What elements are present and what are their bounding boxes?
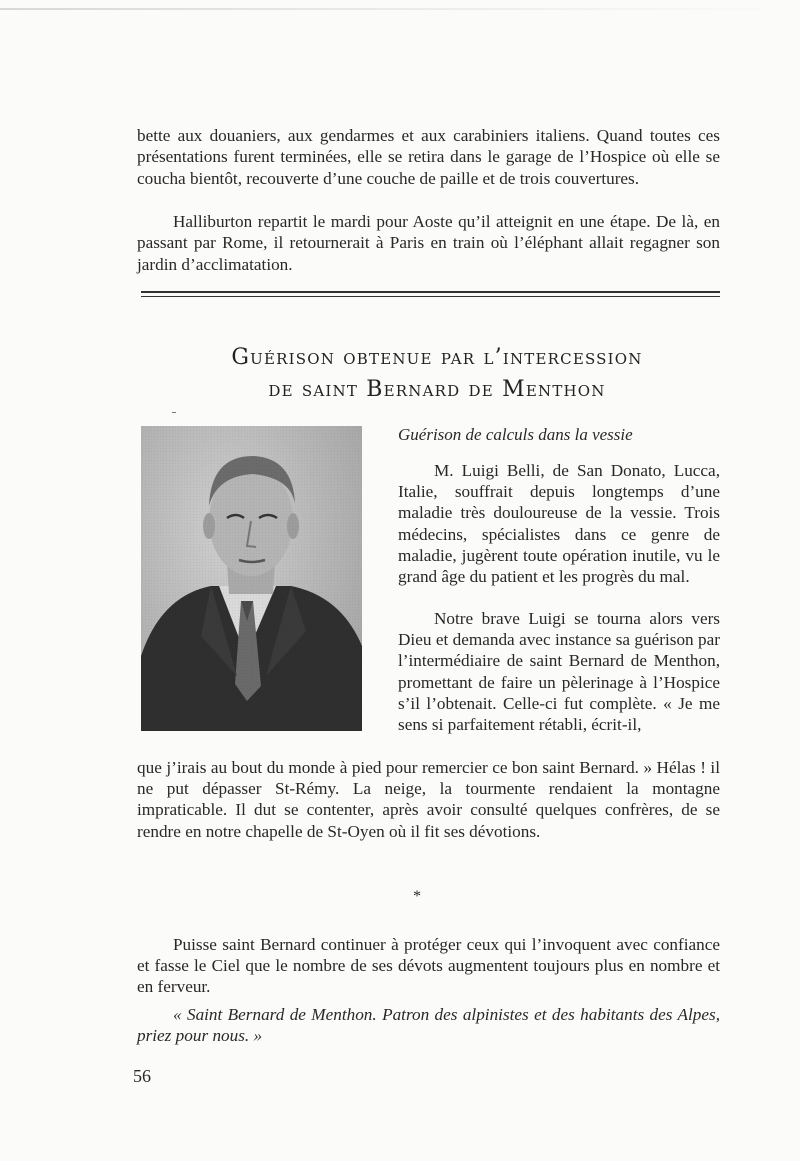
article-paragraph-2-continued: que j’irais au bout du monde à pied pour remercier ce bon saint Bernard. » Hélas ! il ne put dépasser St-Rémy. La neige, la tourmente rendaient la montagne impraticable. Il dut se contenter, après avoir consulté quelques confrères, de se rendre en notre chapelle de St-Oyen où il fit ses dévotions. — [137, 758, 720, 841]
print-mark — [172, 412, 176, 413]
closing-prayer-quote: « Saint Bernard de Menthon. Patron des alpinistes et des habitants des Alpes, priez pour nous. » — [137, 1005, 720, 1046]
article-paragraph-1: M. Luigi Belli, de San Donato, Lucca, Italie, souffrait depuis longtemps d’une maladie très douloureuse de la vessie. Trois médecins, spécialistes dans ce genre de maladie, jugèrent toute opération inutile, vu le grand âge du patient et les progrès du mal. — [398, 461, 720, 587]
article-paragraph-2-wrap: Notre brave Luigi se tourna alors vers Dieu et demanda avec instance sa guérison par l’intermédiaire de saint Bernard de Menthon, promettant de faire un pèlerinage à l’Hospice s’il l’obtenait. Celle-ci fut complète. « Je me sens si parfaitement rétabli, écrit-il, — [398, 609, 720, 735]
intro-paragraph-1: bette aux douaniers, aux gendarmes et aux carabiniers italiens. Quand toutes ces présentations furent terminées, elle se retira dans le garage de l’Hospice où elle se coucha bientôt, recouverte d’une couche de paille et de trois couvertures. — [137, 126, 720, 188]
closing-paragraph: Puisse saint Bernard continuer à protéger ceux qui l’invoquent avec confiance et fasse le Ciel que le nombre de ses dévots augmentent toujours plus en nombre et en ferveur. — [137, 935, 720, 997]
page-number: 56 — [133, 1066, 151, 1086]
article-subtitle: Guérison de calculs dans la vessie — [398, 425, 633, 444]
article-title-line-2: de saint Bernard de Menthon — [268, 377, 606, 402]
section-separator-asterisk: * — [413, 888, 421, 905]
section-divider-top — [141, 291, 720, 293]
portrait-photo — [141, 426, 362, 731]
section-divider-bottom — [141, 296, 720, 297]
article-title-line-1: Guérison obtenue par l’intercession — [231, 345, 643, 370]
intro-paragraph-2: Halliburton repartit le mardi pour Aoste qu’il atteignit en une étape. De là, en passant par Rome, il retournerait à Paris en train où l’éléphant allait regagner son jardin d’acclimatation. — [137, 212, 720, 274]
